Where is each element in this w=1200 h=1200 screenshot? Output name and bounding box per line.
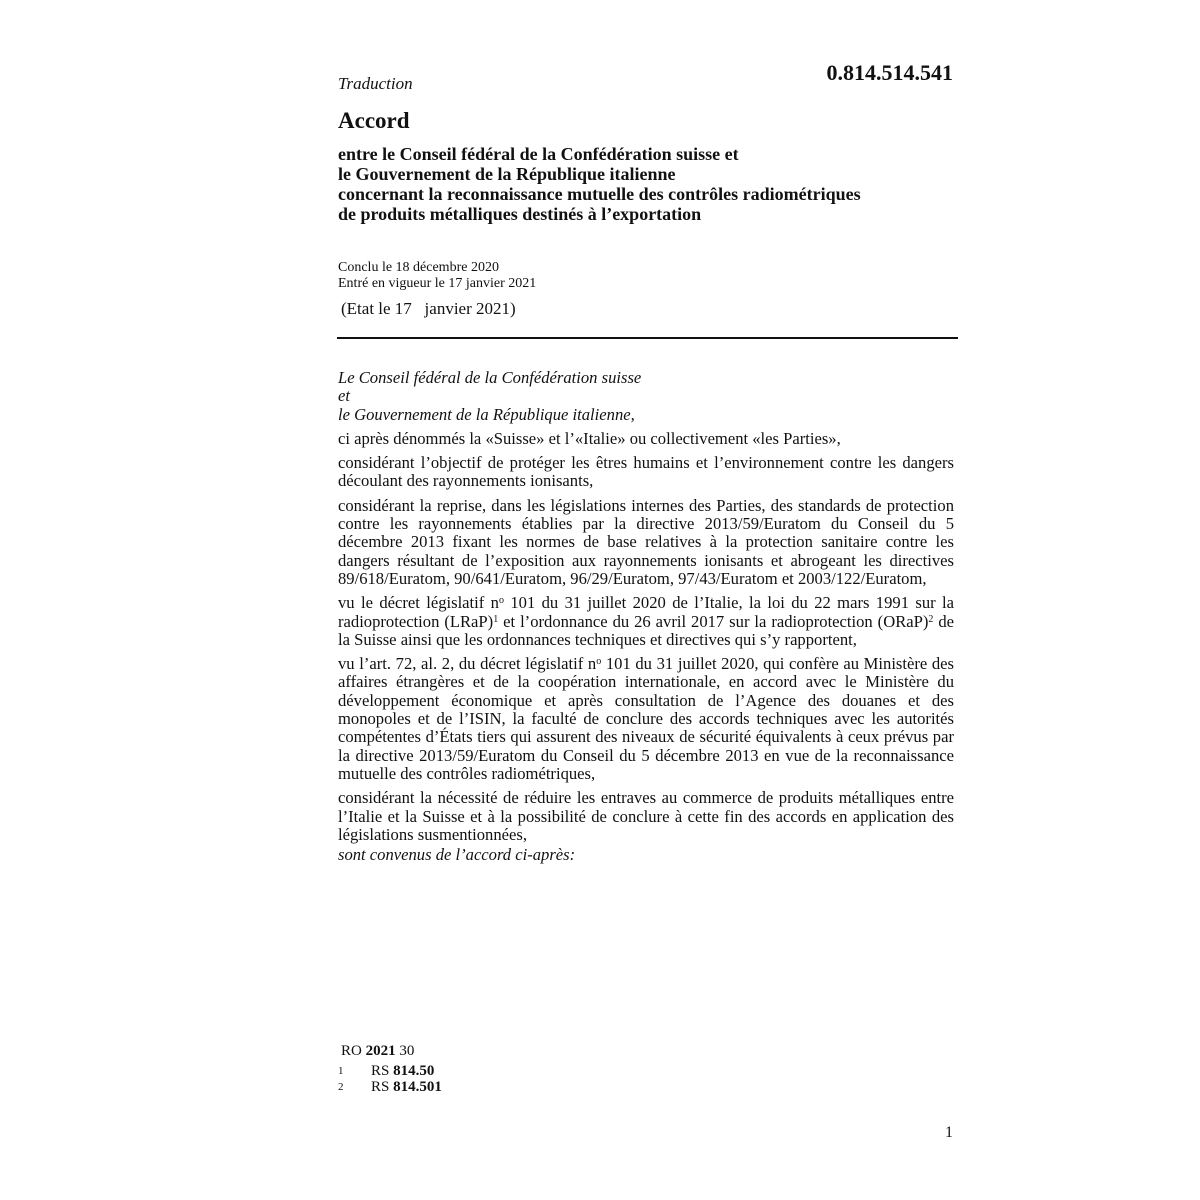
footnote-ref[interactable]: 2: [928, 613, 934, 625]
concluded-date: Conclu le 18 décembre 2020: [338, 260, 499, 275]
preamble-paragraph: ci après dénommés la «Suisse» et l’«Italie» ou collectivement «les Parties»,: [338, 428, 841, 448]
preamble-paragraph: [338, 594, 954, 649]
text-segment: vu l’art. 72, al. 2, du décret législatif n: [338, 654, 597, 674]
rs-number: 0.814.514.541: [826, 60, 953, 85]
text-segment: 101 du 31 juillet 2020 de l’Italie, la loi du 22 mars 1991 sur la radioprotection (LRaP): [338, 593, 954, 631]
translation-label: Traduction: [338, 74, 413, 93]
footnote-prefix: RS: [371, 1063, 394, 1079]
dates-block: [338, 260, 536, 292]
footnote: [338, 1079, 442, 1095]
subtitle-line: de produits métalliques destinés à l’exportation: [338, 204, 702, 224]
text-segment: vu le décret législatif n: [338, 593, 499, 613]
footnote-number: 2: [338, 1081, 344, 1093]
superscript: o: [596, 656, 602, 668]
document-subtitle: [338, 144, 978, 224]
preamble-paragraph: considérant l’objectif de protéger les êtres humains et l’environnement contre les dangers découlant des rayonnements ionisants,: [338, 453, 954, 491]
footnote-text: [371, 1079, 442, 1095]
preamble-paragraph: considérant la nécessité de réduire les entraves au commerce de produits métalliques entre l’Italie et la Suisse et à la possibilité de conclure à cette fin des accords en application des législations susmentionnées,: [338, 788, 954, 844]
preamble-paragraph: considérant la reprise, dans les législations internes des Parties, des standards de protection contre les rayonnements établies par la directive 2013/59/Euratom du Conseil du 5 décembre 2013 fixant les normes de base relatives à la protection sanitaire contre les dangers résultant de l’exposition aux rayonnements ionisants et abrogeant les directives 89/618/Euratom, 90/641/Euratom, 96/29/Euratom, 97/43/Euratom et 2003/122/Euratom,: [338, 495, 954, 588]
status-date: (Etat le 17 janvier 2021): [341, 299, 516, 318]
party-1: Le Conseil fédéral de la Confédération suisse: [338, 368, 642, 387]
footnote: [338, 1063, 442, 1079]
preamble-paragraph: [338, 655, 954, 783]
ro-year: 2021: [365, 1043, 396, 1059]
subtitle-line: entre le Conseil fédéral de la Confédération suisse et: [338, 144, 739, 164]
preamble: [338, 369, 954, 870]
page-title: Accord: [338, 108, 410, 133]
in-force-date: Entré en vigueur le 17 janvier 2021: [338, 276, 537, 291]
conjunction: et: [338, 386, 350, 406]
text-segment: de la Suisse ainsi que les ordonnances techniques et directives qui s’y rapportent,: [338, 611, 955, 649]
party-2: le Gouvernement de la République italienne,: [338, 404, 635, 424]
footnotes: [338, 1063, 442, 1095]
footnote-ref[interactable]: 1: [493, 613, 499, 625]
footnote-number: 1: [338, 1065, 344, 1077]
superscript: o: [498, 595, 504, 607]
ro-page: 30: [395, 1043, 415, 1059]
page-number: 1: [945, 1124, 953, 1141]
footnote-text: [371, 1063, 434, 1079]
divider: [337, 337, 958, 339]
footnote-ref-link[interactable]: 814.501: [393, 1079, 442, 1095]
subtitle-line: le Gouvernement de la République italienne: [338, 164, 676, 184]
footnote-ref-link[interactable]: 814.50: [393, 1063, 435, 1079]
ro-prefix: RO: [341, 1043, 366, 1059]
text-segment: et l’ordonnance du 26 avril 2017 sur la radioprotection (ORaP): [498, 611, 929, 631]
subtitle-line: concernant la reconnaissance mutuelle des contrôles radiométriques: [338, 184, 861, 204]
footnote-prefix: RS: [371, 1079, 394, 1095]
text-segment: 101 du 31 juillet 2020, qui confère au Ministère des affaires étrangères et de la coopération internationale, en accord avec le Ministère du développement économique et après consultation de l’Agence des douanes et des monopoles et de l’ISIN, la faculté de conclure des accords techniques avec les autorités compétentes d’États tiers qui assurent des niveaux de sécurité équivalents à ceux prévus par la directive 2013/59/Euratom du Conseil du 5 décembre 2013 en vue de la reconnaissance mutuelle des contrôles radiométriques,: [338, 654, 955, 783]
ro-reference: [341, 1043, 414, 1060]
preamble-closing: sont convenus de l’accord ci-après:: [338, 845, 576, 865]
